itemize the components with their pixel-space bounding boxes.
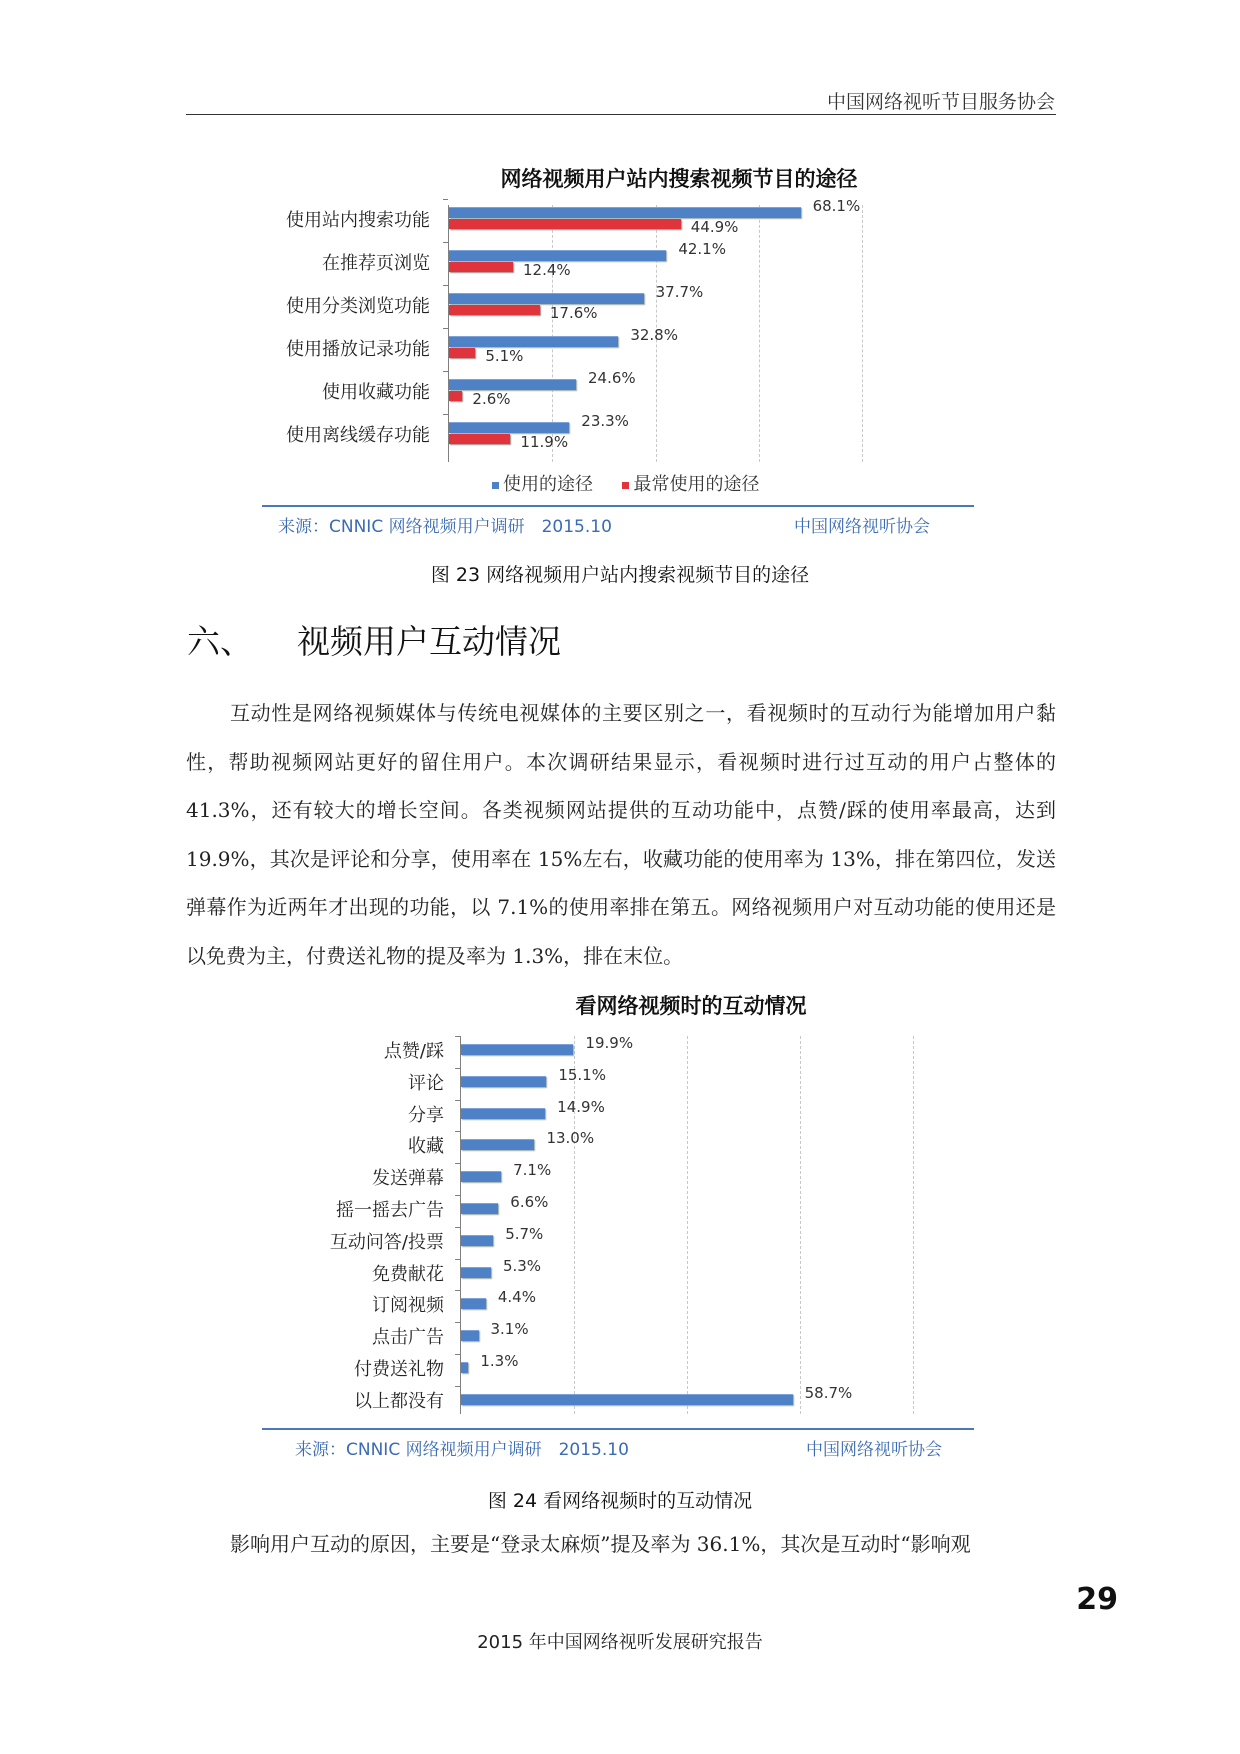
data-label: 7.1%: [513, 1161, 552, 1180]
legend-swatch-blue: [492, 482, 499, 489]
category-label: 使用站内搜索功能: [286, 210, 430, 231]
category-label: 以上都没有: [354, 1390, 444, 1412]
y-axis-tick: [443, 199, 448, 200]
y-axis-tick: [455, 1100, 460, 1101]
data-label: 14.9%: [557, 1097, 605, 1116]
figure-24-caption: 图 24 看网络视频时的互动情况: [487, 1490, 753, 1512]
data-label: 15.1%: [558, 1065, 606, 1084]
y-axis-tick: [455, 1036, 460, 1037]
bar-blue: [461, 1108, 545, 1119]
data-label: 58.7%: [804, 1383, 853, 1402]
grid-line-80: [913, 1036, 914, 1414]
y-axis-tick: [455, 1386, 460, 1387]
legend-label-used: 使用的途径: [503, 474, 593, 495]
bar-blue: [449, 379, 576, 390]
chart1-source: 来源：CNNIC 网络视频用户调研 2015.10: [278, 517, 612, 537]
category-label: 订阅视频: [372, 1295, 444, 1317]
section-number: 六、: [187, 622, 253, 661]
data-label: 32.8%: [630, 326, 678, 344]
data-label: 3.1%: [490, 1320, 529, 1339]
grid-line-20: [574, 1036, 575, 1414]
data-label: 17.6%: [549, 304, 598, 322]
data-label: 6.6%: [510, 1193, 549, 1211]
category-label: 点击广告: [372, 1327, 444, 1349]
category-label: 在推荐页浏览: [322, 253, 430, 274]
bar-red: [449, 391, 462, 401]
chart2-title: 看网络视频时的互动情况: [575, 994, 807, 1018]
data-label: 2.6%: [472, 390, 511, 408]
chart2-source: 来源：CNNIC 网络视频用户调研 2015.10: [295, 1440, 629, 1460]
bar-red: [449, 219, 681, 229]
y-axis-tick: [455, 1259, 460, 1260]
category-label: 摇一摇去广告: [336, 1200, 444, 1221]
chart1-source-rule: [262, 505, 974, 507]
category-label: 发送弹幕: [372, 1168, 444, 1190]
bar-blue: [461, 1235, 493, 1246]
bar-blue: [449, 207, 801, 218]
y-axis-tick: [455, 1068, 460, 1069]
chart2-source-org: 中国网络视听协会: [806, 1440, 942, 1460]
organization-header: 中国网络视听节目服务协会: [826, 91, 1055, 113]
category-label: 使用分类浏览功能: [286, 296, 430, 317]
bar-blue: [461, 1171, 501, 1182]
bar-red: [449, 434, 510, 444]
body-paragraph: 互动性是网络视频媒体与传统电视媒体的主要区别之一，看视频时的互动行为能增加用户黏性，帮助视频网站更好的留住用户。本次调研结果显示，看视频时进行过互动的用户占整体的 41.3%，还有较大的增长空间。各类视频网站提供的互动功能中，点赞/踩的使用率最高，达到 19.9%，其次是评论和分享，使用率在 15%左右，收藏功能的使用率为 13%，排在第四位，发送弹幕作为近两年才出现的功能，以 7.1%的使用率排在第五。网络视频用户对互动功能的使用还是以免费为主，付费送礼物的提及率为 1.3%，排在末位。: [186, 701, 1056, 968]
bar-blue: [461, 1330, 479, 1341]
bar-blue: [449, 336, 618, 347]
y-axis-tick: [455, 1354, 460, 1355]
data-label: 5.3%: [502, 1256, 542, 1275]
chart2-source-rule: [262, 1428, 974, 1430]
category-label: 使用播放记录功能: [286, 339, 430, 360]
y-axis-tick: [455, 1322, 460, 1323]
y-axis-tick: [455, 1163, 460, 1164]
y-axis-tick: [443, 328, 448, 329]
y-axis-tick: [443, 371, 448, 372]
data-label: 68.1%: [812, 197, 861, 215]
legend-label-most-used: 最常使用的途径: [633, 474, 760, 495]
category-label: 付费送礼物: [354, 1359, 444, 1380]
data-label: 12.4%: [523, 261, 571, 279]
y-axis-tick: [455, 1131, 460, 1132]
y-axis-tick: [455, 1227, 460, 1228]
bar-blue: [449, 250, 666, 261]
bar-red: [449, 348, 475, 358]
section-title: [187, 616, 561, 663]
bar-red: [449, 305, 540, 315]
header-rule: [186, 114, 1056, 115]
category-label: 免费献花: [372, 1263, 444, 1285]
page-number: 29: [1076, 1582, 1118, 1617]
data-label: 5.1%: [485, 347, 524, 365]
data-label: 23.3%: [581, 412, 629, 430]
data-label: 11.9%: [520, 433, 569, 451]
y-axis-tick: [443, 414, 448, 415]
category-label: 分享: [408, 1104, 444, 1126]
chart1-legend: [492, 470, 759, 496]
grid-line-80: [862, 205, 863, 462]
bar-blue: [461, 1044, 573, 1055]
data-label: 13.0%: [546, 1129, 595, 1148]
y-axis-tick: [443, 242, 448, 243]
y-axis-tick: [455, 1195, 460, 1196]
grid-line-60: [800, 1036, 801, 1414]
category-label: 评论: [408, 1072, 444, 1094]
bar-blue: [461, 1267, 491, 1278]
category-label: 收藏: [408, 1136, 444, 1158]
data-label: 24.6%: [587, 369, 636, 387]
chart1-title: 网络视频用户站内搜索视频节目的途径: [500, 167, 858, 191]
y-axis-line: [460, 1036, 461, 1414]
figure-23-caption: 图 23 网络视频用户站内搜索视频节目的途径: [430, 564, 810, 586]
grid-line-40: [687, 1036, 688, 1414]
bar-blue: [461, 1076, 546, 1087]
section-heading: 视频用户互动情况: [297, 622, 561, 661]
data-label: 19.9%: [585, 1034, 634, 1052]
bar-blue: [449, 293, 644, 304]
bar-blue: [461, 1203, 498, 1214]
category-label: 点赞/踩: [383, 1041, 444, 1062]
category-label: 使用离线缓存功能: [286, 425, 430, 446]
data-label: 37.7%: [655, 283, 704, 301]
body-paragraph-continued: 影响用户互动的原因，主要是“登录太麻烦”提及率为 36.1%，其次是互动时“影响观: [230, 1532, 971, 1556]
y-axis-tick: [443, 285, 448, 286]
grid-line-60: [759, 205, 760, 462]
chart1-source-org: 中国网络视听协会: [794, 517, 930, 537]
bar-blue: [461, 1139, 534, 1150]
bar-red: [449, 262, 513, 272]
data-label: 42.1%: [678, 240, 726, 258]
category-label: 互动问答/投票: [329, 1231, 444, 1253]
y-axis-tick: [455, 1290, 460, 1291]
data-label: 44.9%: [690, 218, 739, 236]
data-label: 4.4%: [497, 1288, 536, 1307]
bar-blue: [461, 1394, 793, 1405]
footer-title: 2015 年中国网络视听发展研究报告: [477, 1632, 763, 1653]
category-label: 使用收藏功能: [322, 382, 430, 403]
bar-blue: [449, 422, 569, 433]
data-label: 5.7%: [505, 1224, 544, 1243]
legend-swatch-red: [622, 482, 629, 489]
bar-blue: [461, 1298, 486, 1309]
data-label: 1.3%: [480, 1352, 519, 1370]
bar-blue: [461, 1362, 468, 1373]
